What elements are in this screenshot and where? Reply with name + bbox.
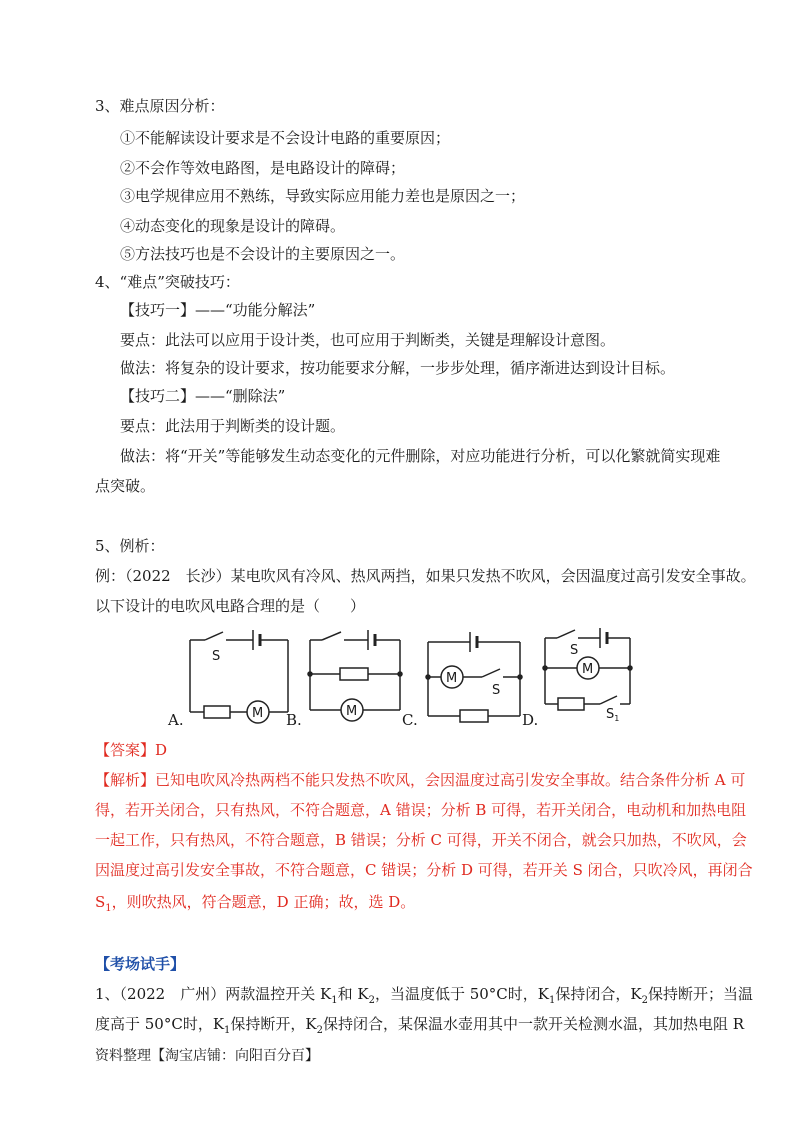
circuit-c: [426, 632, 522, 722]
tip1-title: 【技巧一】——“功能分解法”: [120, 301, 316, 319]
example-question-line1: 例：（2022 长沙）某电吹风有冷风、热风两挡，如果只发热不吹风，会因温度过高引发安全事故。: [95, 567, 756, 585]
heater-resistor: [340, 668, 368, 680]
tip2-point: 要点：此法用于判断类的设计题。: [120, 417, 346, 435]
section3-item-3: ③电学规律应用不熟练，导致实际应用能力差也是原因之一；: [120, 187, 526, 205]
practice-q1-line1: 1、（2022 广州）两款温控开关 $K_1$和 $K_2$，当温度低于 50°C时，$K_1$保持闭合，$K_2$保持断开；当温: [95, 985, 753, 1006]
analysis-line1: 【解析】已知电吹风冷热两档不能只发热不吹风，会因温度过高引发安全事故。结合条件分析 A 可: [95, 771, 746, 789]
option-c: C.: [402, 711, 418, 729]
heater-resistor: [558, 698, 584, 710]
analysis-line3: 一起工作，只有热风，不符合题意，B 错误；分析 C 可得，开关不闭合，就会只加热，不吹风，会: [95, 831, 747, 849]
heater-resistor: [460, 710, 488, 722]
analysis-line5: $S_1$，则吹热风，符合题意，D 正确；故，选 D。: [95, 893, 416, 914]
tip1-point: 要点：此法可以应用于设计类，也可应用于判断类，关键是理解设计意图。: [120, 331, 616, 349]
footer: 资料整理【淘宝店铺：向阳百分百】: [95, 1048, 319, 1064]
tip2-method-line1: 做法：将“开关”等能够发生动态变化的元件删除，对应功能进行分析，可以化繁就简实现难: [120, 447, 721, 465]
answer: 【答案】D: [95, 741, 168, 759]
motor-label-c: M: [446, 671, 458, 686]
section3-item-5: ⑤方法技巧也是不会设计的主要原因之一。: [120, 245, 406, 263]
option-d: D.: [522, 711, 539, 729]
circuit-diagrams: [0, 620, 800, 730]
analysis-line4: 因温度过高引发安全事故，不符合题意，C 错误；分析 D 可得，若开关 S 闭合，只吹冷风，再闭合: [95, 861, 753, 879]
switch-label-c: S: [492, 683, 501, 698]
tip2-method-line2: 点突破。: [95, 477, 156, 495]
analysis-line2: 得，若开关闭合，只有热风，不符合题意，A 错误；分析 B 可得，若开关闭合，电动机和加热电阻: [95, 801, 747, 819]
section5-heading: 5、例析：: [95, 537, 165, 555]
switch-label-a: S: [212, 649, 221, 664]
section3-item-2: ②不会作等效电路图，是电路设计的障碍；: [120, 159, 406, 177]
option-b: B.: [286, 711, 302, 729]
section3-heading: 3、难点原因分析：: [95, 97, 225, 115]
practice-heading: 【考场试手】: [95, 955, 186, 973]
switch-label-d: S: [570, 643, 579, 658]
example-question-line2: 以下设计的电吹风电路合理的是（ ）: [95, 597, 366, 615]
motor-label-d: M: [582, 662, 594, 677]
section3-item-4: ④动态变化的现象是设计的障碍。: [120, 217, 346, 235]
tip1-method: 做法：将复杂的设计要求，按功能要求分解，一步步处理，循序渐进达到设计目标。: [120, 359, 676, 377]
motor-label-a: M: [252, 706, 264, 721]
circuit-a: [190, 630, 288, 723]
switch1-label-d: $S_1$: [606, 707, 620, 723]
section4-heading: 4、“难点”突破技巧：: [95, 273, 240, 291]
heater-resistor: [204, 706, 230, 718]
motor-label-b: M: [346, 704, 358, 719]
section3-item-1: ①不能解读设计要求是不会设计电路的重要原因；: [120, 129, 451, 147]
tip2-title: 【技巧二】——“删除法”: [120, 387, 286, 405]
option-a: A.: [168, 711, 184, 729]
practice-q1-line2: 度高于 50°C时，$K_1$保持断开，$K_2$保持闭合，某保温水壶用其中一款开关检测水温，其加热电阻 R: [95, 1015, 745, 1036]
